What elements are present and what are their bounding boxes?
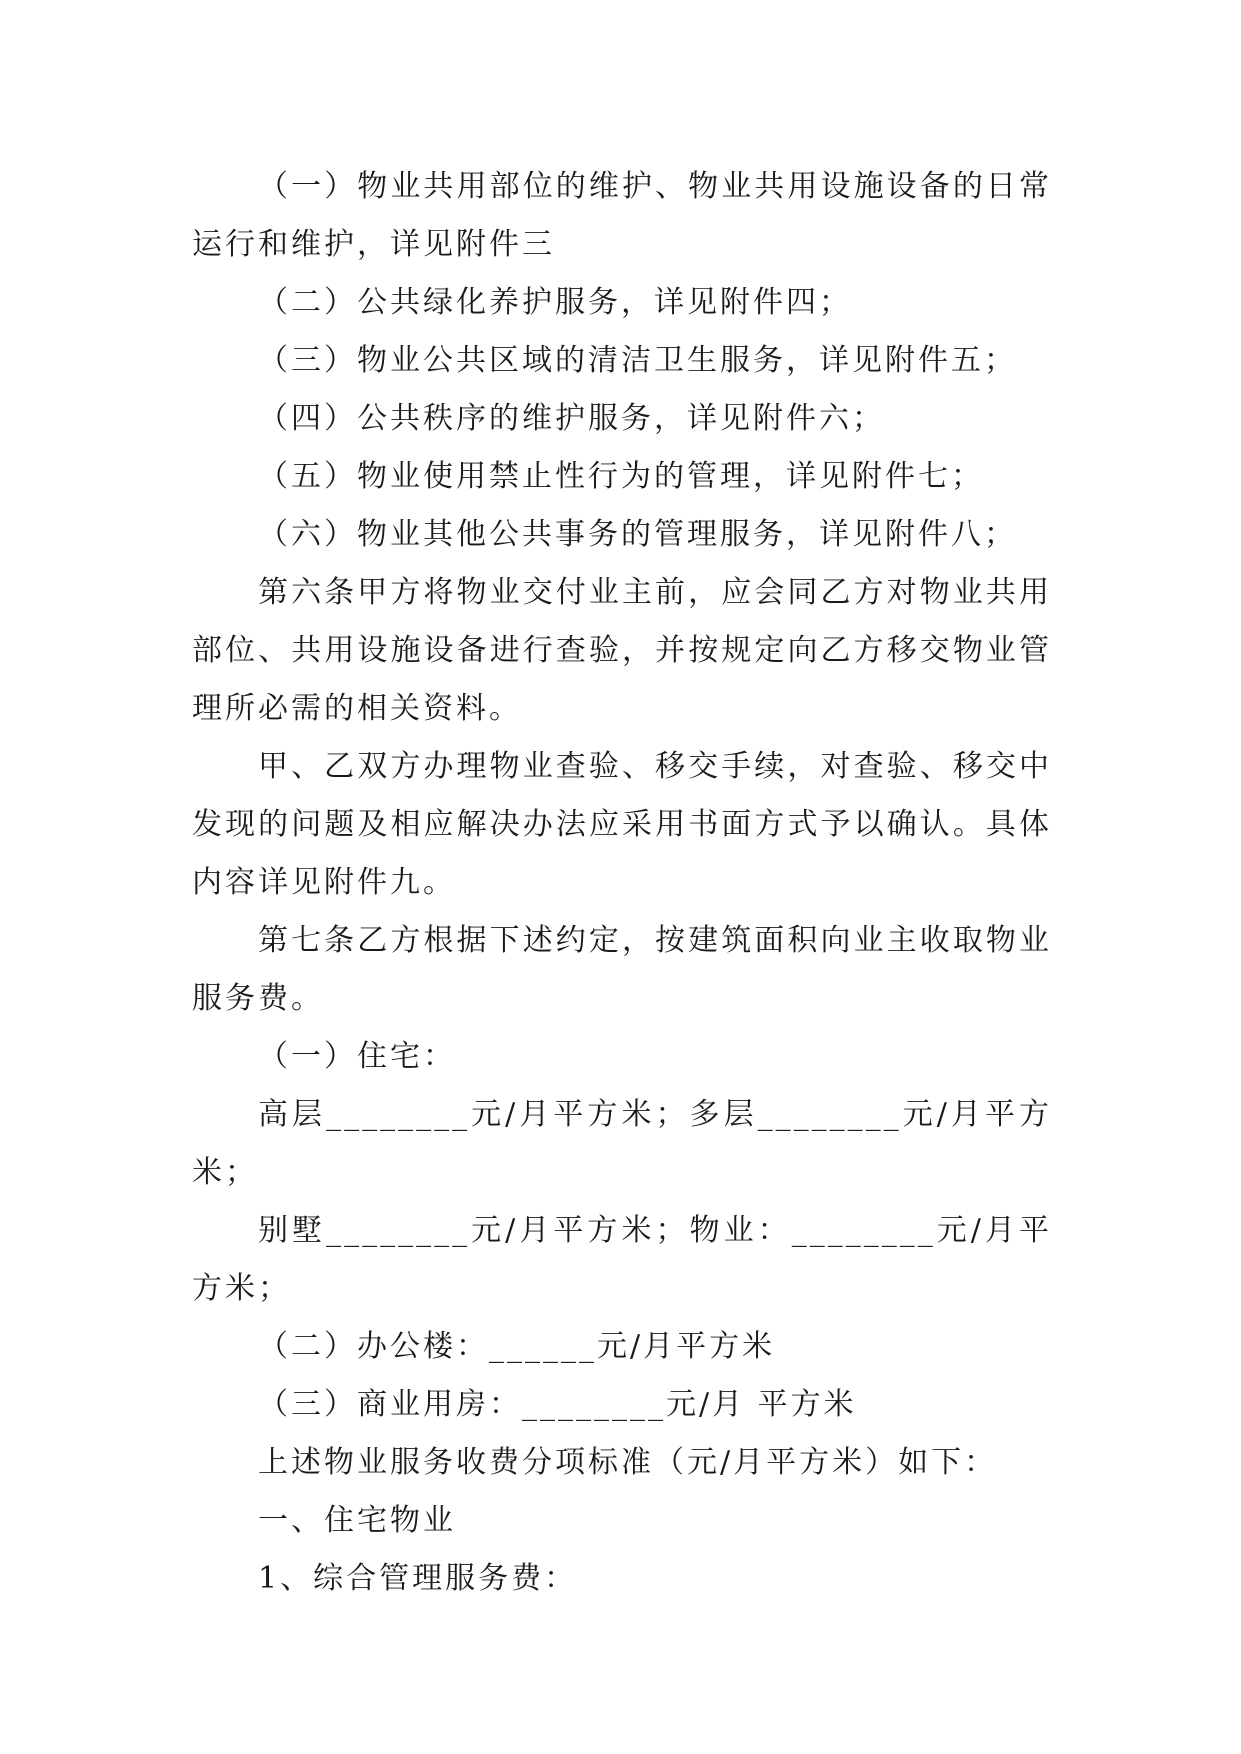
- office-fee-line: （二）办公楼：______元/月平方米: [258, 1329, 776, 1364]
- paragraph-item-4: （四）公共秩序的维护服务，详见附件六；: [258, 401, 885, 436]
- residential-fee-line-2: 别墅________元/月平方米；物业：________元/月平方米；: [192, 1213, 1052, 1306]
- residential-heading: （一）住宅：: [258, 1039, 456, 1074]
- residential-fee-line-1: 高层________元/月平方米；多层________元/月平方米；: [192, 1097, 1052, 1190]
- commercial-fee-line: （三）商业用房：________元/月 平方米: [258, 1387, 857, 1422]
- section-residential-property: 一、住宅物业: [258, 1503, 456, 1538]
- paragraph-item-6: （六）物业其他公共事务的管理服务，详见附件八；: [258, 517, 1017, 552]
- paragraph-item-1: （一）物业共用部位的维护、物业共用设施设备的日常运行和维护，详见附件三: [192, 169, 1052, 262]
- article-6-paragraph: 第六条甲方将物业交付业主前，应会同乙方对物业共用部位、共用设施设备进行查验，并按规定向乙方移交物业管理所必需的相关资料。: [192, 575, 1052, 726]
- paragraph-item-5: （五）物业使用禁止性行为的管理，详见附件七；: [258, 459, 984, 494]
- document-page: [192, 158, 1052, 1608]
- fee-breakdown-intro: 上述物业服务收费分项标准（元/月平方米）如下：: [258, 1445, 998, 1480]
- paragraph-item-2: （二）公共绿化养护服务，详见附件四；: [258, 285, 852, 320]
- item-comprehensive-management-fee: 1、综合管理服务费：: [258, 1561, 578, 1596]
- paragraph-item-3: （三）物业公共区域的清洁卫生服务，详见附件五；: [258, 343, 1017, 378]
- handover-paragraph: 甲、乙双方办理物业查验、移交手续，对查验、移交中发现的问题及相应解决办法应采用书面方式予以确认。具体内容详见附件九。: [192, 749, 1052, 900]
- article-7-paragraph: 第七条乙方根据下述约定，按建筑面积向业主收取物业服务费。: [192, 923, 1052, 1016]
